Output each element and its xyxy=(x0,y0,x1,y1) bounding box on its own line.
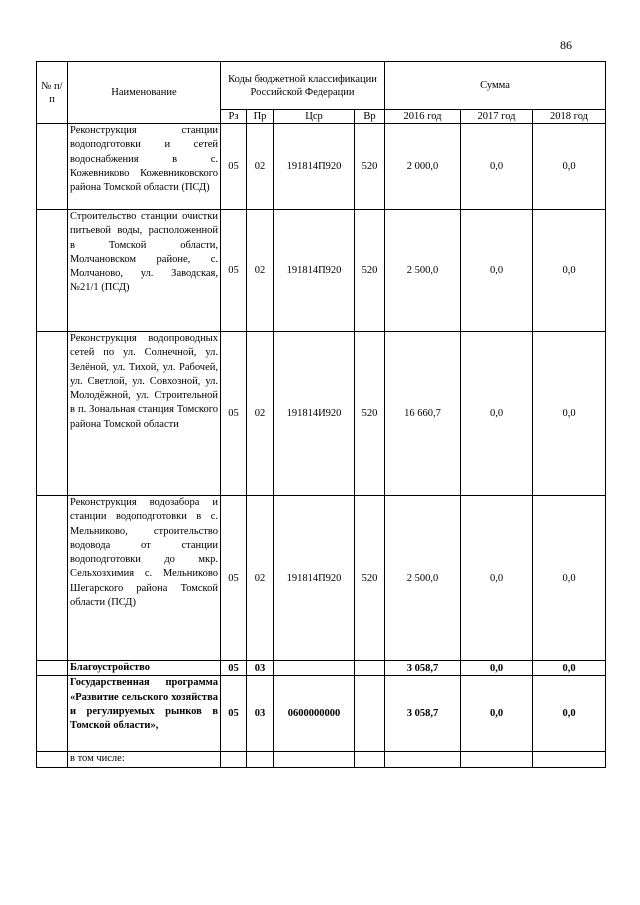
header-csr: Цср xyxy=(274,110,355,124)
row-2018 xyxy=(533,752,606,767)
row-name: в том числе: xyxy=(68,752,221,767)
row-rz: 05 xyxy=(221,676,247,752)
row-2017: 0,0 xyxy=(461,661,533,676)
header-num: № п/п xyxy=(37,62,68,124)
row-name: Реконструкция водозабора и станции водоподготовки в с. Мельниково, строительство водовода от станции водоподготовки до мкр. Сельхозхимия с. Мельниково Шегарского района Томской области (ПСД) xyxy=(68,496,221,661)
row-2017 xyxy=(461,752,533,767)
row-rz: 05 xyxy=(221,332,247,496)
row-csr: 191814И920 xyxy=(274,332,355,496)
row-rz: 05 xyxy=(221,661,247,676)
row-rz: 05 xyxy=(221,210,247,332)
table-row xyxy=(37,752,606,767)
row-2016: 3 058,7 xyxy=(385,661,461,676)
row-num xyxy=(37,752,68,767)
row-2018: 0,0 xyxy=(533,210,606,332)
header-codes: Коды бюджетной классификации Российской Федерации xyxy=(221,62,385,110)
row-num xyxy=(37,124,68,210)
row-name: Благоустройство xyxy=(68,661,221,676)
row-2018: 0,0 xyxy=(533,496,606,661)
header-2018: 2018 год xyxy=(533,110,606,124)
page-number: 86 xyxy=(560,38,572,52)
row-vr xyxy=(355,752,385,767)
row-vr: 520 xyxy=(355,124,385,210)
row-vr xyxy=(355,661,385,676)
row-2016: 3 058,7 xyxy=(385,676,461,752)
row-num xyxy=(37,676,68,752)
header-vr: Вр xyxy=(355,110,385,124)
table-row xyxy=(37,496,606,661)
row-csr xyxy=(274,752,355,767)
row-name: Государственная программа «Развитие сельского хозяйства и регулируемых рынков в Томской области», xyxy=(68,676,221,752)
header-rz: Рз xyxy=(221,110,247,124)
header-2017: 2017 год xyxy=(461,110,533,124)
row-2017: 0,0 xyxy=(461,332,533,496)
row-rz: 05 xyxy=(221,124,247,210)
table-row xyxy=(37,332,606,496)
table-row xyxy=(37,210,606,332)
row-csr: 191814П920 xyxy=(274,124,355,210)
row-rz xyxy=(221,752,247,767)
table-row xyxy=(37,661,606,676)
row-2017: 0,0 xyxy=(461,124,533,210)
row-num xyxy=(37,332,68,496)
row-pr: 02 xyxy=(247,496,274,661)
row-vr: 520 xyxy=(355,332,385,496)
table-row xyxy=(37,676,606,752)
row-2017: 0,0 xyxy=(461,210,533,332)
row-2016: 16 660,7 xyxy=(385,332,461,496)
row-2016 xyxy=(385,752,461,767)
row-2017: 0,0 xyxy=(461,496,533,661)
row-2018: 0,0 xyxy=(533,332,606,496)
header-2016: 2016 год xyxy=(385,110,461,124)
row-num xyxy=(37,661,68,676)
row-name: Реконструкция станции водоподготовки и сетей водоснабжения в с. Кожевниково Кожевниковского района Томской области (ПСД) xyxy=(68,124,221,210)
row-2017: 0,0 xyxy=(461,676,533,752)
row-pr: 02 xyxy=(247,124,274,210)
row-2016: 2 500,0 xyxy=(385,496,461,661)
row-num xyxy=(37,210,68,332)
row-2016: 2 000,0 xyxy=(385,124,461,210)
row-pr: 03 xyxy=(247,661,274,676)
row-vr: 520 xyxy=(355,210,385,332)
row-pr: 03 xyxy=(247,676,274,752)
row-name: Реконструкция водопроводных сетей по ул. Солнечной, ул. Зелёной, ул. Тихой, ул. Рабочей, ул. Светлой, ул. Совхозной, ул. Молодёжной, ул. Строительной в п. Зональная станция Томского района Томской области xyxy=(68,332,221,496)
row-name: Строительство станции очистки питьевой воды, расположенной в Томской области, Молчановском районе, с. Молчаново, ул. Заводская, №21/1 (ПСД) xyxy=(68,210,221,332)
row-pr xyxy=(247,752,274,767)
row-pr: 02 xyxy=(247,332,274,496)
row-2018: 0,0 xyxy=(533,661,606,676)
table-row xyxy=(37,124,606,210)
header-pr: Пр xyxy=(247,110,274,124)
row-csr xyxy=(274,661,355,676)
row-csr: 191814П920 xyxy=(274,210,355,332)
row-2016: 2 500,0 xyxy=(385,210,461,332)
header-sum: Сумма xyxy=(385,62,606,110)
row-vr: 520 xyxy=(355,496,385,661)
row-csr: 0600000000 xyxy=(274,676,355,752)
budget-table xyxy=(36,61,606,768)
row-2018: 0,0 xyxy=(533,676,606,752)
row-csr: 191814П920 xyxy=(274,496,355,661)
header-name: Наименование xyxy=(68,62,221,124)
row-rz: 05 xyxy=(221,496,247,661)
row-2018: 0,0 xyxy=(533,124,606,210)
row-pr: 02 xyxy=(247,210,274,332)
row-num xyxy=(37,496,68,661)
row-vr xyxy=(355,676,385,752)
